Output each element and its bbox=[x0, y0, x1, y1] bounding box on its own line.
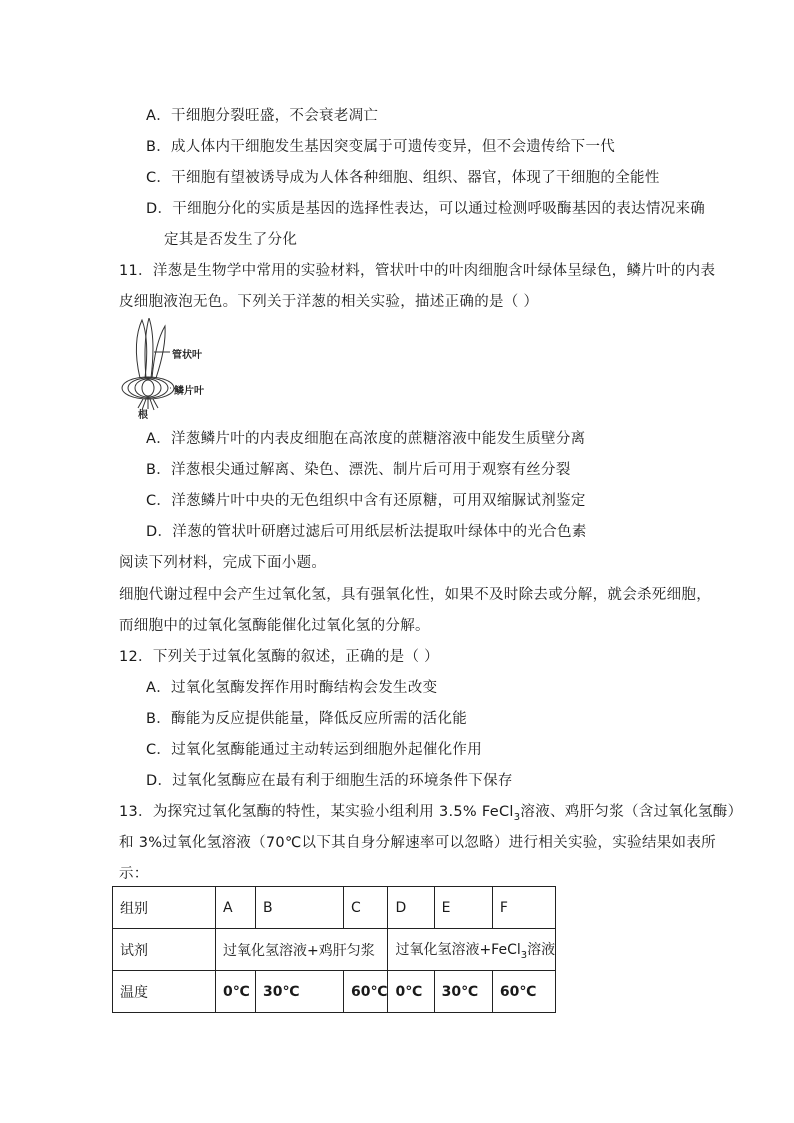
q11-stem-line2: 皮细胞液泡无色。下列关于洋葱的相关实验，描述正确的是（ ） bbox=[119, 294, 539, 310]
onion-diagram bbox=[118, 318, 228, 418]
q11-option-a: A．洋葱鳞片叶的内表皮细胞在高浓度的蔗糖溶液中能发生质壁分离 bbox=[146, 431, 586, 447]
onion-figure bbox=[118, 318, 228, 421]
q10-option-c: C．干细胞有望被诱导成为人体各种细胞、组织、器官，体现了干细胞的全能性 bbox=[146, 170, 660, 186]
root-label: 根 bbox=[138, 410, 148, 421]
table-cell: 30℃ bbox=[434, 971, 492, 1013]
table-cell: 0℃ bbox=[216, 971, 256, 1013]
table-cell: B bbox=[256, 887, 344, 929]
table-cell: 60℃ bbox=[492, 971, 555, 1013]
q11-option-b: B．洋葱根尖通过解离、染色、漂洗、制片后可用于观察有丝分裂 bbox=[146, 462, 571, 478]
table-cell-liver: 过氧化氢溶液+鸡肝匀浆 bbox=[216, 929, 388, 971]
q12-option-c: C．过氧化氢酶能通过主动转运到细胞外起催化作用 bbox=[146, 742, 483, 758]
q10-option-d-continued: 定其是否发生了分化 bbox=[164, 232, 298, 248]
table-header-temperature: 温度 bbox=[113, 971, 216, 1013]
q11-stem-line1: 11．洋葱是生物学中常用的实验材料，管状叶中的叶肉细胞含叶绿体呈绿色，鳞片叶的内表 bbox=[119, 263, 716, 279]
q13-stem-line3: 示： bbox=[119, 866, 149, 882]
table-row-group bbox=[113, 887, 556, 929]
q13-stem-line1: 13．为探究过氧化氢酶的特性，某实验小组利用 3.5% FeCl$_3$溶液、鸡肝匀浆（含过氧化氢酶） bbox=[119, 804, 743, 823]
table-cell: 60℃ bbox=[344, 971, 388, 1013]
table-header-reagent: 试剂 bbox=[113, 929, 216, 971]
table-cell: F bbox=[492, 887, 555, 929]
q12-option-d: D．过氧化氢酶应在最有利于细胞生活的环境条件下保存 bbox=[146, 773, 513, 789]
q13-stem-line2: 和 3%过氧化氢溶液（70℃以下其自身分解速率可以忽略）进行相关实验，实验结果如表所 bbox=[119, 835, 716, 851]
scale-leaf-label: 鳞片叶 bbox=[174, 386, 204, 397]
reading-intro: 阅读下列材料，完成下面小题。 bbox=[119, 555, 327, 571]
table-cell: 0℃ bbox=[388, 971, 434, 1013]
q10-option-a: A．干细胞分裂旺盛，不会衰老凋亡 bbox=[146, 108, 379, 124]
reading-material-line2: 而细胞中的过氧化氢酶能催化过氧化氢的分解。 bbox=[119, 618, 430, 634]
q12-stem: 12．下列关于过氧化氢酶的叙述，正确的是（ ） bbox=[119, 649, 439, 665]
q10-option-d: D．干细胞分化的实质是基因的选择性表达，可以通过检测呼吸酶基因的表达情况来确 bbox=[146, 201, 706, 217]
reading-material-line1: 细胞代谢过程中会产生过氧化氢，具有强氧化性，如果不及时除去或分解，就会杀死细胞， bbox=[119, 587, 711, 603]
table-cell: 30℃ bbox=[256, 971, 344, 1013]
q11-option-d: D．洋葱的管状叶研磨过滤后可用纸层析法提取叶绿体中的光合色素 bbox=[146, 524, 587, 540]
table-header-group: 组别 bbox=[113, 887, 216, 929]
q12-option-b: B．酶能为反应提供能量，降低反应所需的活化能 bbox=[146, 711, 468, 727]
table-cell: E bbox=[434, 887, 492, 929]
q10-option-b: B．成人体内干细胞发生基因突变属于可遗传变异，但不会遗传给下一代 bbox=[146, 139, 616, 155]
table-cell: A bbox=[216, 887, 256, 929]
table-cell: C bbox=[344, 887, 388, 929]
q11-option-c: C．洋葱鳞片叶中央的无色组织中含有还原糖，可用双缩脲试剂鉴定 bbox=[146, 493, 586, 509]
tubular-leaf-label: 管状叶 bbox=[172, 350, 202, 361]
table-cell-fecl3: 过氧化氢溶液+FeCl$_3$溶液 bbox=[388, 929, 556, 971]
table-cell: D bbox=[388, 887, 434, 929]
experiment-table bbox=[112, 886, 556, 1013]
table-row-reagent bbox=[113, 929, 556, 971]
table-row-temperature bbox=[113, 971, 556, 1013]
q12-option-a: A．过氧化氢酶发挥作用时酶结构会发生改变 bbox=[146, 680, 438, 696]
